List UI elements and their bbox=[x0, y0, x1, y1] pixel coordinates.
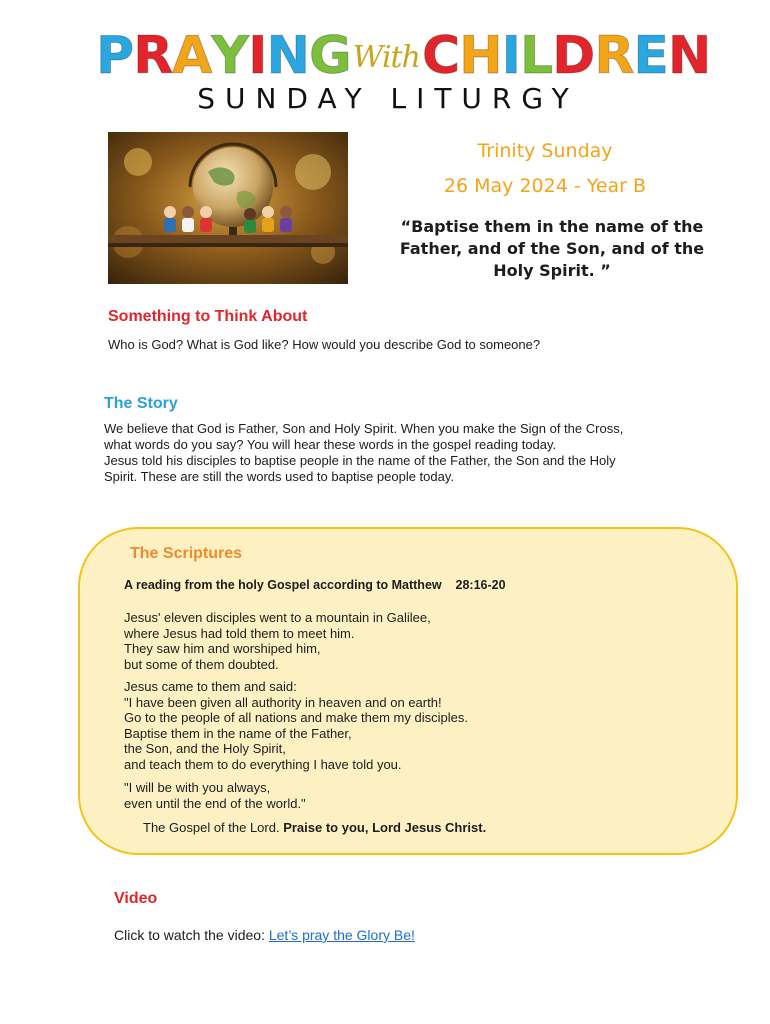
think-heading: Something to Think About bbox=[108, 308, 308, 325]
feast-quote: “Baptise them in the name of the Father, and of the Son, and of the Holy Spirit. ” bbox=[399, 217, 705, 280]
scripture-line: Jesus' eleven disciples went to a mountain in Galilee, bbox=[124, 610, 431, 625]
story-line: Jesus told his disciples to baptise people in the name of the Father, the Son and the Holy bbox=[104, 453, 616, 468]
scripture-line: and teach them to do everything I have told you. bbox=[124, 756, 402, 772]
logo-with: With bbox=[352, 40, 420, 75]
scripture-reference: A reading from the holy Gospel according to Matthew 28:16-20 bbox=[124, 578, 506, 592]
feast-date: 26 May 2024 - Year B bbox=[443, 175, 647, 197]
scripture-line: where Jesus had told them to meet him. bbox=[124, 625, 355, 641]
scripture-line: but some of them doubted. bbox=[124, 656, 279, 672]
scripture-line: Jesus came to them and said: bbox=[124, 679, 297, 694]
story-line: what words do you say? You will hear these words in the gospel reading today. bbox=[104, 437, 557, 452]
think-text: Who is God? What is God like? How would you describe God to someone? bbox=[108, 337, 541, 352]
gospel-acclamation bbox=[143, 820, 486, 835]
scripture-line: Go to the people of all nations and make them my disciples. bbox=[124, 710, 468, 725]
scripture-heading: The Scriptures bbox=[130, 545, 243, 562]
logo-title bbox=[96, 24, 711, 88]
story-line: Spirit. These are still the words used to baptise people today. bbox=[104, 469, 454, 484]
scripture-line: "I have been given all authority in heaven and on earth! bbox=[124, 694, 442, 710]
globe-children-photo bbox=[108, 132, 348, 284]
logo-children: CHILDREN bbox=[421, 26, 711, 86]
scripture-line: Baptise them in the name of the Father, bbox=[124, 725, 352, 741]
logo-praying: PRAYING bbox=[96, 26, 351, 86]
story-line: We believe that God is Father, Son and Holy Spirit. When you make the Sign of the Cross, bbox=[104, 421, 624, 436]
video-link[interactable]: Let’s pray the Glory Be! bbox=[268, 927, 415, 943]
video-line bbox=[114, 927, 415, 943]
scripture-line: They saw him and worshiped him, bbox=[124, 641, 321, 656]
story-heading: The Story bbox=[104, 395, 178, 412]
gospel-acclamation-response: Praise to you, Lord Jesus Christ. bbox=[283, 820, 487, 835]
scripture-line: the Son, and the Holy Spirit, bbox=[124, 741, 286, 756]
scripture-line: even until the end of the world." bbox=[124, 795, 306, 811]
video-heading: Video bbox=[114, 890, 158, 907]
scripture-stanza bbox=[124, 610, 431, 672]
gospel-acclamation-plain: The Gospel of the Lord. bbox=[143, 820, 284, 835]
story-text bbox=[104, 421, 724, 485]
feast-title: Trinity Sunday bbox=[477, 140, 613, 162]
video-prompt: Click to watch the video: bbox=[114, 927, 269, 943]
scripture-stanza bbox=[124, 780, 306, 811]
scripture-line: "I will be with you always, bbox=[124, 780, 271, 795]
scripture-stanza bbox=[124, 679, 468, 772]
logo-subtitle: SUNDAY LITURGY bbox=[197, 82, 579, 115]
